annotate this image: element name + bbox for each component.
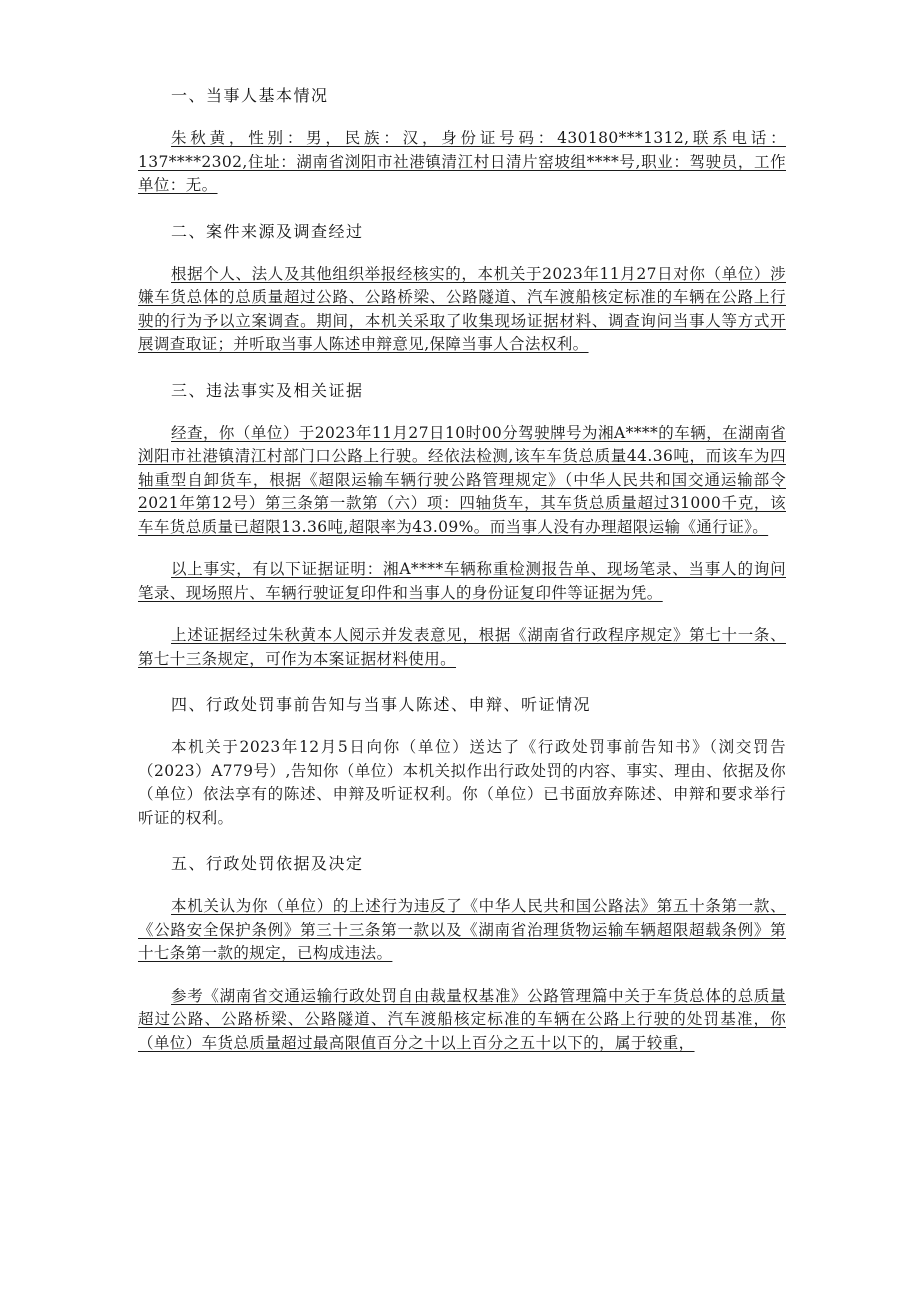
case-source-paragraph (138, 263, 786, 357)
prior-notice-paragraph (138, 736, 786, 830)
facts-paragraph (138, 422, 786, 540)
evidence-list-paragraph (138, 558, 786, 605)
evidence-review-paragraph (138, 624, 786, 671)
case-source-text: 根据个人、法人及其他组织举报经核实的，本机关于2023年11月27日对你（单位）涉嫌车货总体的总质量超过公路、公路桥梁、公路隧道、汽车渡船核定标准的车辆在公路上行驶的行为予以立案调查。期间，本机关采取了收集现场证据材料、调查询问当事人等方式开展调查取证；并听取当事人陈述申辩意见,保障当事人合法权利。 (138, 264, 786, 353)
document-page (138, 84, 786, 1055)
section-heading-case-source: 二、案件来源及调查经过 (171, 221, 364, 241)
prior-notice-text: 本机关于2023年12月5日向你（单位）送达了《行政处罚事前告知书》（浏交罚告（2023）A779号）,告知你（单位）本机关拟作出行政处罚的内容、事实、理由、依据及你（单位）依法享有的陈述、申辩及听证权利。你（单位）已书面放弃陈述、申辩和要求举行听证的权利。 (138, 738, 786, 827)
party-info-text: 朱秋黄，性别：男，民族：汉，身份证号码：430180***1312,联系电话：137****2302,住址：湖南省浏阳市社港镇清江村日清片窑坡组****号,职业：驾驶员，工作单位：无。 (138, 129, 786, 194)
section-heading-party-info: 一、当事人基本情况 (171, 86, 329, 105)
discretion-benchmark-text: 参考《湖南省交通运输行政处罚自由裁量权基准》公路管理篇中关于车货总体的总质量超过公路、公路桥梁、公路隧道、汽车渡船核定标准的车辆在公路上行驶的处罚基准，你（单位）车货总质量超过最高限值百分之十以上百分之五十以下的，属于较重， (138, 986, 786, 1052)
discretion-benchmark-paragraph (138, 985, 786, 1056)
section-heading-facts-evidence: 三、违法事实及相关证据 (171, 380, 364, 400)
section-heading-basis-decision: 五、行政处罚依据及决定 (171, 854, 364, 873)
violation-basis-text: 本机关认为你（单位）的上述行为违反了《中华人民共和国公路法》第五十条第一款、《公路安全保护条例》第三十三条第一款以及《湖南省治理货物运输车辆超限超载条例》第十七条第一款的规定，已构成违法。 (138, 897, 786, 962)
violation-basis-paragraph (138, 895, 786, 966)
party-info-paragraph (138, 127, 786, 198)
evidence-list-text: 以上事实，有以下证据证明：湘A****车辆称重检测报告单、现场笔录、当事人的询问笔录、现场照片、车辆行驶证复印件和当事人的身份证复印件等证据为凭。 (138, 560, 786, 602)
facts-text: 经查，你（单位）于2023年11月27日10时00分驾驶牌号为湘A****的车辆，在湖南省浏阳市社港镇清江村部门口公路上行驶。经依法检测,该车车货总质量44.36吨，而该车为四轴重型自卸货车，根据《超限运输车辆行驶公路管理规定》（中华人民共和国交通运输部令2021年第12号）第三条第一款第（六）项：四轴货车，其车货总质量超过31000千克，该车车货总质量已超限13.36吨,超限率为43.09%。而当事人没有办理超限运输《通行证》。 (138, 423, 786, 536)
evidence-review-text: 上述证据经过朱秋黄本人阅示并发表意见，根据《湖南省行政程序规定》第七十一条、第七十三条规定，可作为本案证据材料使用。 (138, 626, 786, 668)
section-heading-prior-notice: 四、行政处罚事前告知与当事人陈述、申辩、听证情况 (171, 695, 592, 714)
